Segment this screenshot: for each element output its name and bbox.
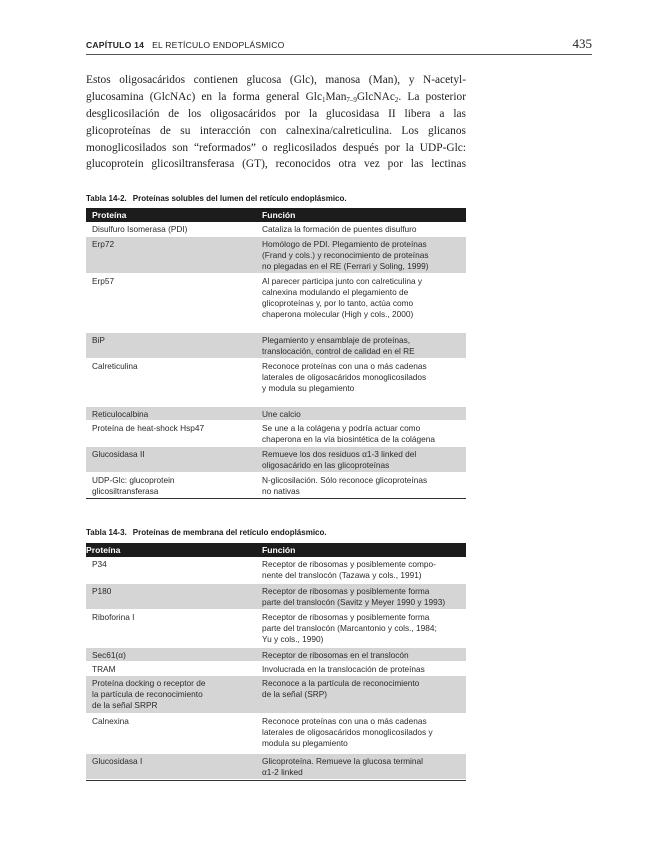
cell-line: Receptor de ribosomas en el translocón <box>262 649 409 660</box>
cell-line: Erp72 <box>92 238 115 249</box>
table-row <box>86 662 466 676</box>
table-body <box>86 557 466 780</box>
cell-line: P180 <box>92 585 112 596</box>
function-cell <box>262 716 462 750</box>
cell-line: Glicoproteína. Remueve la glucosa terminal <box>262 755 423 766</box>
protein-cell <box>92 276 252 287</box>
function-cell <box>262 224 462 235</box>
cell-line: Yu y cols., 1990) <box>262 634 324 645</box>
table-title: Proteínas de membrana del retículo endoplásmico. <box>132 528 327 537</box>
table-row <box>86 333 466 359</box>
cell-line: de la señal (SRP) <box>262 688 328 699</box>
cell-line: Glucosidasa I <box>92 755 143 766</box>
cell-line: no nativas <box>262 485 300 496</box>
protein-cell <box>92 475 252 498</box>
function-cell <box>262 756 462 779</box>
table-body <box>86 222 466 498</box>
protein-cell <box>92 756 252 767</box>
cell-line: BiP <box>92 334 105 345</box>
cell-line: Proteína docking o receptor de <box>92 677 206 688</box>
table-row <box>86 237 466 274</box>
table-soluble-proteins <box>86 208 466 499</box>
cell-line: no plegadas en el RE (Ferrari y Soling, 1999) <box>262 261 429 272</box>
cell-line: Erp57 <box>92 275 115 286</box>
table-row <box>86 473 466 498</box>
cell-line: Sec61(α) <box>92 649 126 660</box>
protein-cell <box>92 716 252 727</box>
protein-cell <box>92 449 252 460</box>
cell-line: Calnexina <box>92 715 129 726</box>
cell-line: parte del translocón (Savitz y Meyer 1990 y 1993) <box>262 596 446 607</box>
function-cell <box>262 586 462 609</box>
cell-line: Riboforina I <box>92 611 135 622</box>
cell-line: Se une a la colágena y podría actuar como <box>262 422 421 433</box>
function-cell <box>262 361 462 395</box>
cell-line: nente del translocón (Tazawa y cols., 1991) <box>262 569 422 580</box>
function-cell <box>262 559 462 582</box>
table-row <box>86 714 466 754</box>
protein-cell <box>92 664 252 675</box>
function-cell <box>262 409 462 420</box>
cell-line: translocación, control de calidad en el RE <box>262 345 415 356</box>
cell-line: Glucosidasa II <box>92 448 145 459</box>
cell-line: la partícula de reconocimiento <box>92 688 203 699</box>
function-cell <box>262 678 462 701</box>
body-line: glicoproteínas de su interacción con calnexina/calreticulina. Los glicanos <box>86 124 466 137</box>
table-row <box>86 407 466 421</box>
running-head <box>86 36 592 54</box>
cell-line: Receptor de ribosomas y posiblemente forma <box>262 611 430 622</box>
cell-line: Remueve los dos residuos α1-3 linked del <box>262 448 417 459</box>
table-row <box>86 274 466 333</box>
protein-cell <box>92 559 252 570</box>
cell-line: glicoproteínas y, por lo tanto, actúa como <box>262 298 414 309</box>
formula-text: glucosamina (GlcNAc) en la forma general Glc <box>86 90 323 103</box>
protein-cell <box>92 239 252 250</box>
function-cell <box>262 449 462 472</box>
function-cell <box>262 239 462 273</box>
cell-line: Al parecer participa junto con calreticulina y <box>262 275 423 286</box>
cell-line: P34 <box>92 558 107 569</box>
function-cell <box>262 276 462 321</box>
page-number: 435 <box>572 36 592 51</box>
cell-line: Plegamiento y ensamblaje de proteínas, <box>262 334 411 345</box>
formula-subscript: 2 <box>394 95 399 104</box>
cell-line: Involucrada en la translocación de proteínas <box>262 663 425 674</box>
section-label: EL RETÍCULO ENDOPLÁSMICO <box>152 40 285 50</box>
body-line <box>86 89 466 106</box>
table-row <box>86 447 466 473</box>
table-row <box>86 610 466 648</box>
protein-cell <box>92 678 252 712</box>
table-row <box>86 222 466 237</box>
cell-line: chaperona en la vía biosintética de la colágena <box>262 433 435 444</box>
cell-line: Disulfuro Isomerasa (PDI) <box>92 223 188 234</box>
function-cell <box>262 475 462 498</box>
body-line: Estos oligosacáridos contienen glucosa (Glc), manosa (Man), y N-acetyl- <box>86 74 466 86</box>
table-caption <box>86 528 327 537</box>
cell-line: Receptor de ribosomas y posiblemente compo- <box>262 558 436 569</box>
cell-line: Reconoce a la partícula de reconocimiento <box>262 677 420 688</box>
formula-text: . La posterior <box>398 90 467 103</box>
cell-line: chaperona molecular (High y cols., 2000) <box>262 309 414 320</box>
function-cell <box>262 335 462 358</box>
function-cell <box>262 423 462 446</box>
cell-line: UDP-Glc: glucoprotein <box>92 474 175 485</box>
table-row <box>86 557 466 584</box>
cell-line: parte del translocón (Marcantonio y cols., 1984; <box>262 622 437 633</box>
cell-line: oligosacárido en las glicoproteínas <box>262 459 390 470</box>
cell-line: glicosiltransferasa <box>92 485 159 496</box>
protein-cell <box>92 335 252 346</box>
cell-line: Receptor de ribosomas y posiblemente forma <box>262 585 430 596</box>
protein-cell <box>92 224 252 235</box>
protein-cell <box>92 612 252 623</box>
table-header-row <box>86 543 466 557</box>
column-header-protein: Proteína <box>92 209 127 220</box>
cell-line: calnexina modulando el plegamiento de <box>262 286 409 297</box>
table-row <box>86 676 466 714</box>
cell-line: laterales de oligosacáridos monoglicosilados y <box>262 726 433 737</box>
formula-text: GlcNAc <box>356 90 395 103</box>
cell-line: Une calcio <box>262 408 301 419</box>
column-header-function: Función <box>262 209 296 220</box>
table-row <box>86 421 466 447</box>
function-cell <box>262 612 462 646</box>
table-header-row <box>86 208 466 222</box>
table-row <box>86 648 466 662</box>
cell-line: modula su plegamiento <box>262 738 348 749</box>
column-header-protein: Proteína <box>86 544 121 555</box>
header-rule <box>86 54 592 55</box>
function-cell <box>262 650 462 661</box>
cell-line: (Frand y cols.) y reconocimiento de proteínas <box>262 249 429 260</box>
body-line: monoglicosilados son “reformados” o reglicosilados después por la UDP-Glc: <box>86 141 466 154</box>
protein-cell <box>92 409 252 420</box>
cell-line: y modula su plegamiento <box>262 383 355 394</box>
table-number: Tabla 14-3. <box>86 528 127 537</box>
protein-cell <box>92 423 252 434</box>
table-caption <box>86 194 347 203</box>
cell-line: N-glicosilación. Sólo reconoce glicoproteínas <box>262 474 428 485</box>
table-row <box>86 754 466 780</box>
protein-cell <box>92 650 252 661</box>
cell-line: Homólogo de PDI. Plegamiento de proteínas <box>262 238 427 249</box>
protein-cell <box>92 586 252 597</box>
body-paragraph <box>86 72 466 173</box>
body-line: desglicosilación de los oligosacáridos por la glucosidasa II libera a las <box>86 107 466 120</box>
table-title: Proteínas solubles del lumen del retículo endoplásmico. <box>132 194 347 203</box>
cell-line: Reticulocalbina <box>92 408 149 419</box>
chapter-label: CAPÍTULO 14 <box>86 40 145 50</box>
function-cell <box>262 664 462 675</box>
formula-subscript: 1 <box>322 95 326 104</box>
formula-subscript: 7–9 <box>346 95 357 104</box>
cell-line: de la señal SRPR <box>92 700 158 711</box>
body-line: glucoprotein glicosiltransferasa (GT), reconocidos otra vez por las lectinas <box>86 158 466 171</box>
cell-line: Calreticulina <box>92 360 138 371</box>
cell-line: Proteína de heat-shock Hsp47 <box>92 422 205 433</box>
table-membrane-proteins <box>86 543 466 781</box>
table-bottom-rule <box>86 780 466 781</box>
table-row <box>86 359 466 407</box>
cell-line: Reconoce proteínas con una o más cadenas <box>262 715 427 726</box>
table-row <box>86 584 466 610</box>
table-number: Tabla 14-2. <box>86 194 127 203</box>
protein-cell <box>92 361 252 372</box>
table-bottom-rule <box>86 498 466 499</box>
cell-line: laterales de oligosacáridos monoglicosilados <box>262 371 427 382</box>
cell-line: Reconoce proteínas con una o más cadenas <box>262 360 427 371</box>
column-header-function: Función <box>262 544 296 555</box>
cell-line: TRAM <box>92 663 116 674</box>
cell-line: α1-2 linked <box>262 766 303 777</box>
formula-text: Man <box>325 90 347 103</box>
running-head-title <box>86 40 285 50</box>
cell-line: Cataliza la formación de puentes disulfuro <box>262 223 417 234</box>
